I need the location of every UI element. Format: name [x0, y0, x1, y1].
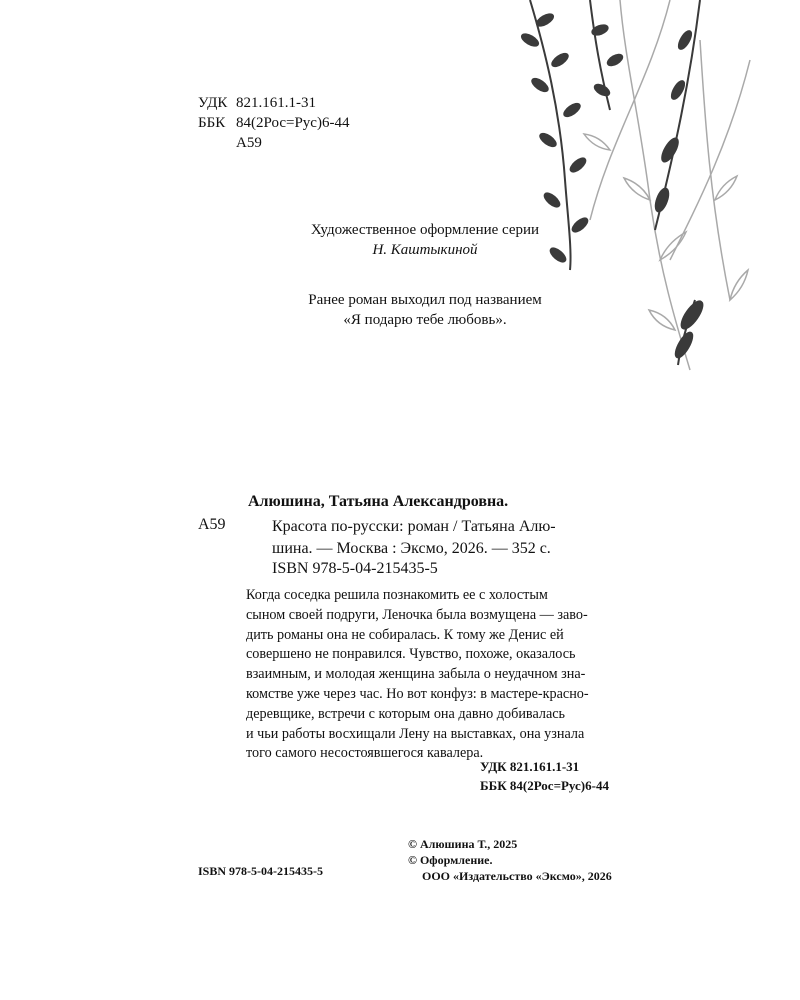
light-branch-stem	[620, 0, 690, 370]
dark-leaf	[550, 52, 569, 69]
copyright-block	[408, 836, 612, 884]
bbk-row	[198, 113, 378, 133]
udk-row	[198, 93, 378, 113]
udk-label: УДК	[198, 95, 228, 111]
light-leaf	[584, 134, 610, 150]
dark-leaf	[530, 77, 549, 94]
annotation	[246, 586, 632, 764]
bbk-value: 84(2Рос=Рус)6-44	[236, 115, 350, 131]
dark-leaf	[538, 132, 557, 149]
bib-author: Алюшина, Татьяна Александровна.	[248, 493, 509, 510]
dark-leaf	[653, 187, 671, 213]
dark-leaf	[677, 29, 694, 50]
bottom-codes	[480, 757, 609, 795]
previous-title-note	[250, 290, 600, 330]
annotation-line: деревщике, встречи с которым она давно добивалась	[246, 705, 566, 722]
light-leaf	[624, 178, 650, 200]
annotation-line: сыном своей подруги, Леночка была возмущена — заво-	[246, 606, 588, 623]
annotation-line: и чьи работы восхищали Лену на выставках, она узнала	[246, 725, 585, 742]
dark-leaf	[678, 298, 706, 331]
art-design-credit	[250, 220, 600, 260]
bottom-isbn: ISBN 978-5-04-215435-5	[198, 864, 323, 878]
dark-leaf	[569, 156, 588, 174]
bib-line: Красота по-русски: роман / Татьяна Алю-	[272, 518, 556, 535]
light-branches	[584, 0, 750, 370]
light-leaf	[649, 310, 675, 330]
catalog-codes	[198, 93, 378, 155]
art-designer-name: Н. Каштыкиной	[372, 242, 478, 258]
bib-author-mark: А59	[198, 516, 226, 533]
annotation-line: того самого несостоявшегося кавалера.	[246, 745, 484, 762]
bib-line: шина. — Москва : Эксмо, 2026. — 352 с.	[272, 540, 551, 557]
previous-title-label: Ранее роман выходил под названием	[308, 292, 542, 308]
bottom-bbk: ББК 84(2Рос=Рус)6-44	[480, 778, 609, 793]
annotation-line: Когда соседка решила познакомить ее с холостым	[246, 587, 548, 603]
annotation-line: комстве уже через час. Но вот конфуз: в мастере-красно-	[246, 685, 589, 702]
light-leaf	[715, 176, 737, 200]
copyright-publisher: ООО «Издательство «Эксмо», 2026	[422, 869, 612, 883]
annotation-line: дить романы она не собиралась. К тому же Денис ей	[246, 626, 564, 643]
dark-leaf	[562, 102, 581, 119]
copyright-design: © Оформление.	[408, 853, 493, 867]
dark-leaf	[606, 53, 624, 68]
udk-value: 821.161.1-31	[236, 95, 316, 111]
copyright-author: © Алюшина Т., 2025	[408, 837, 518, 851]
bib-description	[272, 516, 632, 538]
bbk-label: ББК	[198, 115, 226, 131]
dark-leaf	[543, 191, 562, 209]
previous-title-value: «Я подарю тебе любовь».	[343, 312, 507, 328]
annotation-line: совершено не понравился. Чувство, похоже, оказалось	[246, 646, 576, 663]
dark-leaf	[593, 83, 611, 98]
light-branch-stem	[700, 40, 730, 300]
dark-leaf	[659, 136, 681, 164]
light-leaf	[730, 270, 748, 300]
annotation-line: взаимным, и молодая женщина забыла о неудачном зна-	[246, 666, 586, 683]
author-mark-row	[198, 133, 378, 153]
dark-leaf	[520, 32, 540, 48]
art-design-label: Художественное оформление серии	[310, 222, 540, 238]
author-mark: А59	[236, 135, 262, 151]
bib-isbn: ISBN 978-5-04-215435-5	[272, 560, 438, 577]
dark-leaf	[535, 12, 555, 28]
bottom-udk: УДК 821.161.1-31	[480, 759, 580, 774]
